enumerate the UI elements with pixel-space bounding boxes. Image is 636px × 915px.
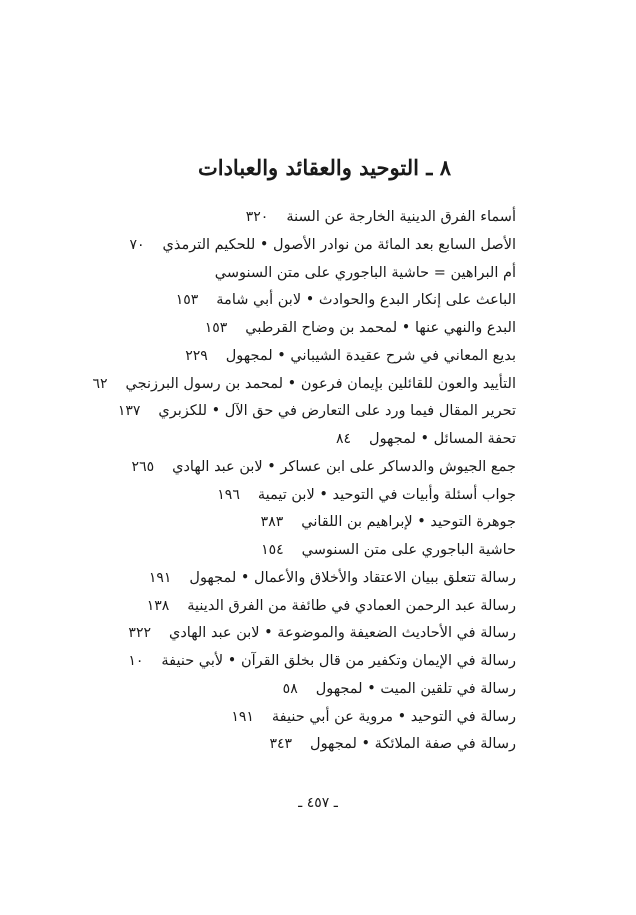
entry-title: جواب أسئلة وأبيات في التوحيد • لابن تيمية (257, 486, 516, 503)
index-entry (16, 537, 516, 565)
index-entry (16, 509, 516, 537)
entry-title: جوهرة التوحيد • لإبراهيم بن اللقاني (301, 514, 516, 531)
index-entry (16, 287, 516, 315)
entry-title: رسالة في الأحاديث الضعيفة والموضوعة • لابن عبد الهادي (168, 625, 516, 642)
entry-title: رسالة في تلقين الميت • لمجهول (315, 680, 516, 697)
index-entry (16, 204, 516, 232)
entry-title: رسالة تتعلق ببيان الاعتقاد والأخلاق والأعمال • لمجهول (189, 569, 516, 586)
entry-title: رسالة في التوحيد • مروية عن أبي حنيفة (271, 708, 516, 725)
entry-title: تحفة المسائل • لمجهول (369, 431, 516, 447)
index-entry (16, 260, 516, 288)
section-heading: ٨ ـ التوحيد والعقائد والعبادات (197, 155, 451, 180)
index-entry (16, 343, 516, 371)
entry-title: جمع الجيوش والدساكر على ابن عساكر • لابن عبد الهادي (172, 458, 516, 475)
entry-page-number: ٨٤ (335, 431, 352, 447)
index-entry (16, 398, 516, 426)
entry-page-number: ١٠ (128, 653, 144, 669)
entry-page-number: ١٥٣ (204, 320, 228, 336)
entry-title: الباعث على إنكار البدع والحوادث • لابن أبي شامة (216, 292, 516, 309)
index-entry (16, 232, 516, 260)
index-entry (16, 454, 516, 482)
page-number: ـ ٤٥٧ ـ (298, 795, 338, 811)
entry-title: أسماء الفرق الدينية الخارجة عن السنة (286, 209, 516, 225)
entry-page-number: ٣٢٢ (128, 625, 151, 642)
index-entry (16, 565, 516, 593)
entry-page-number: ١٩١ (148, 569, 172, 586)
index-entry (16, 593, 516, 621)
entry-page-number: ٣٤٣ (269, 736, 293, 753)
entry-page-number: ٥٨ (282, 680, 298, 697)
entry-page-number: ٣٨٣ (260, 514, 284, 531)
entry-page-number: ١٥٤ (261, 542, 284, 558)
index-entry (16, 704, 516, 732)
entry-page-number: ٧٠ (129, 236, 145, 253)
entry-page-number: ٢٢٩ (185, 347, 208, 364)
index-entry (16, 676, 516, 704)
index-entry (16, 648, 516, 676)
entry-title: رسالة عبد الرحمن العمادي في طائفة من الفرق الدينية (187, 597, 516, 614)
index-entry-list (16, 204, 516, 759)
entry-title: رسالة في الإيمان وتكفير من قال بخلق القرآن • لأبي حنيفة (161, 653, 516, 669)
entry-page-number: ١٥٣ (175, 292, 199, 309)
entry-title: الأصل السابع بعد المائة من نوادر الأصول • للحكيم الترمذي (162, 236, 516, 253)
index-entry (16, 426, 516, 454)
entry-page-number: ١٩١ (231, 708, 254, 725)
entry-title: تحرير المقال فيما ورد على التعارض في حق الآل • للكزبري (158, 403, 516, 420)
entry-page-number: ١٣٧ (117, 403, 141, 420)
entry-page-number: ١٣٨ (146, 597, 170, 614)
entry-title: بديع المعاني في شرح عقيدة الشيباني • لمجهول (225, 347, 516, 364)
entry-title: التأييد والعون للقائلين بإيمان فرعون • لمحمد بن رسول البرزنجي (125, 375, 516, 392)
index-entry (16, 315, 516, 343)
entry-page-number: ٢٦٥ (131, 458, 155, 475)
index-entry (16, 731, 516, 759)
index-entry (16, 482, 516, 510)
index-entry (16, 620, 516, 648)
entry-page-number: ٣٢٠ (245, 209, 269, 225)
index-entry (16, 371, 516, 399)
entry-title: حاشية الباجوري على متن السنوسي (301, 542, 516, 558)
entry-title: رسالة في صفة الملائكة • لمجهول (310, 736, 516, 753)
entry-title: البدع والنهي عنها • لمحمد بن وضاح القرطبي (245, 320, 516, 336)
entry-title: أم البراهين = حاشية الباجوري على متن السنوسي (214, 264, 516, 281)
entry-page-number: ٦٢ (92, 375, 108, 392)
entry-page-number: ١٩٦ (217, 486, 240, 503)
